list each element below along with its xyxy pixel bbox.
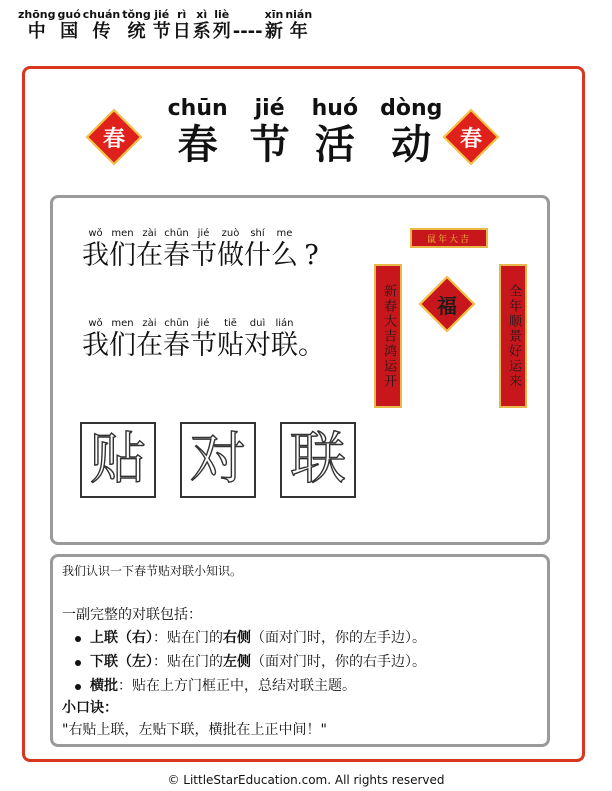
practice-tile-1 [80, 422, 156, 498]
right-badge-char: 春 [459, 125, 482, 152]
left-badge-char: 春 [102, 125, 125, 152]
series-char-9 [265, 8, 284, 43]
list-item: 横批：贴在上方门框正中，总结对联主题。 [62, 674, 426, 698]
pinyin: men [111, 318, 134, 329]
list-item: 上联（右）：贴在门的右侧（面对门时，你的左手边）。 [62, 626, 426, 650]
hanzi: 节 [190, 330, 217, 361]
question-char-2 [136, 228, 163, 272]
couplet-horizontal-scroll [410, 228, 488, 248]
pinyin: xì [196, 8, 208, 21]
tile-char: 贴 [90, 427, 146, 492]
title-char-0 [158, 96, 238, 168]
pinyin: huó [311, 96, 359, 121]
practice-tile-3 [280, 422, 356, 498]
series-char-6 [193, 8, 211, 43]
knowledge-heading: 一副完整的对联包括： [62, 607, 202, 623]
tile-char: 联 [290, 427, 346, 492]
pinyin: me [276, 228, 293, 239]
pinyin: tǒng [122, 8, 151, 21]
question-char-5 [217, 228, 244, 272]
title-char-3 [370, 96, 452, 168]
pinyin: jié [254, 96, 285, 121]
hanzi: 春 [177, 122, 218, 168]
question-char-0 [82, 228, 109, 272]
pinyin: zài [142, 228, 157, 239]
fu-char: 福 [437, 293, 457, 318]
hanzi: 在 [136, 330, 163, 361]
pinyin: wǒ [88, 318, 103, 329]
question-char-7 [271, 228, 298, 272]
hanzi: 日 [172, 21, 191, 42]
hanzi: 春 [163, 330, 190, 361]
hanzi: 做 [217, 240, 244, 271]
hanzi: 统 [127, 21, 146, 42]
answer-char-5 [217, 318, 244, 362]
pinyin: tiē [224, 318, 237, 329]
title-char-1 [240, 96, 300, 168]
answer-char-8 [298, 330, 325, 362]
pinyin: xīn [264, 8, 284, 21]
hanzi: 传 [92, 21, 111, 42]
series-char-5 [173, 8, 191, 43]
tile-char: 对 [190, 427, 246, 492]
hanzi: 节 [190, 240, 217, 271]
hanzi: 春 [163, 240, 190, 271]
pinyin: jié [197, 228, 210, 239]
copyright-footer: © LittleStarEducation.com. All rights reserved [167, 773, 445, 787]
hanzi: 新 [264, 21, 283, 42]
pinyin: jié [154, 8, 170, 21]
hanzi: 。 [298, 330, 325, 361]
pinyin: shí [250, 228, 265, 239]
series-char-2 [83, 8, 120, 43]
answer-char-0 [82, 318, 109, 362]
question-char-6 [244, 228, 271, 272]
hanzi: 国 [60, 21, 79, 42]
answer-char-6 [244, 318, 271, 362]
hanzi: 贴 [217, 330, 244, 361]
knowledge-intro: 我们认识一下春节贴对联小知识。 [62, 564, 243, 578]
series-char-10 [285, 8, 312, 43]
title-char-2 [302, 96, 368, 168]
hanzi: 我 [82, 240, 109, 271]
series-header [18, 8, 314, 43]
hanzi: 年 [289, 21, 308, 42]
hanzi: 什 [244, 240, 271, 271]
pinyin: liè [214, 8, 230, 21]
couplet-left-text: 新春大吉鸿运开 [381, 283, 396, 389]
hanzi: 我 [82, 330, 109, 361]
hanzi: 节 [249, 122, 290, 168]
pinyin: chūn [164, 318, 189, 329]
pinyin: lián [275, 318, 294, 329]
couplet-right-scroll [499, 264, 527, 408]
tip-label: 小口诀： [62, 700, 118, 716]
question-line [82, 228, 325, 272]
pinyin: chūn [164, 228, 189, 239]
answer-char-4 [190, 318, 217, 362]
hanzi: 们 [109, 330, 136, 361]
answer-char-2 [136, 318, 163, 362]
hanzi: 系 [192, 21, 211, 42]
pinyin: wǒ [88, 228, 103, 239]
pinyin: zhōng [18, 8, 56, 21]
pinyin: jié [197, 318, 210, 329]
series-char-4 [153, 8, 171, 43]
pinyin: chuán [82, 8, 121, 21]
hanzi: 对 [244, 330, 271, 361]
answer-line [82, 318, 325, 362]
couplet-left-scroll [374, 264, 402, 408]
pinyin: men [111, 228, 134, 239]
hanzi: 列 [212, 21, 231, 42]
couplet-horizontal-text: 鼠年大吉 [426, 234, 471, 245]
hanzi: 在 [136, 240, 163, 271]
pinyin: nián [285, 8, 313, 21]
pinyin: duì [249, 318, 266, 329]
question-char-4 [190, 228, 217, 272]
hanzi: 动 [391, 122, 432, 168]
knowledge-list [62, 626, 426, 698]
hanzi: ---- [232, 21, 263, 42]
series-char-8 [233, 21, 263, 43]
question-char-8 [298, 240, 325, 272]
page-title [0, 96, 612, 168]
series-char-3 [122, 8, 151, 43]
couplet-right-text: 全年顺景好运来 [506, 283, 521, 389]
series-char-1 [58, 8, 81, 43]
pinyin: dòng [380, 96, 443, 121]
answer-char-7 [271, 318, 298, 362]
hanzi: 联 [271, 330, 298, 361]
pinyin: chūn [167, 96, 228, 121]
pinyin: zuò [221, 228, 240, 239]
series-char-0 [18, 8, 56, 43]
pinyin: guó [57, 8, 81, 21]
hanzi: 们 [109, 240, 136, 271]
answer-char-1 [109, 318, 136, 362]
list-item: 下联（左）：贴在门的左侧（面对门时，你的右手边）。 [62, 650, 426, 674]
practice-tile-2 [180, 422, 256, 498]
tip-quote: "右贴上联，左贴下联，横批在上正中间！" [62, 722, 327, 738]
answer-char-3 [163, 318, 190, 362]
hanzi: 中 [27, 21, 46, 42]
pinyin: rì [177, 8, 187, 21]
hanzi: 节 [152, 21, 171, 42]
series-char-7 [213, 8, 231, 43]
pinyin: zài [142, 318, 157, 329]
hanzi: ? [304, 240, 319, 271]
hanzi: 么 [271, 240, 298, 271]
hanzi: 活 [314, 122, 355, 168]
question-char-1 [109, 228, 136, 272]
question-char-3 [163, 228, 190, 272]
